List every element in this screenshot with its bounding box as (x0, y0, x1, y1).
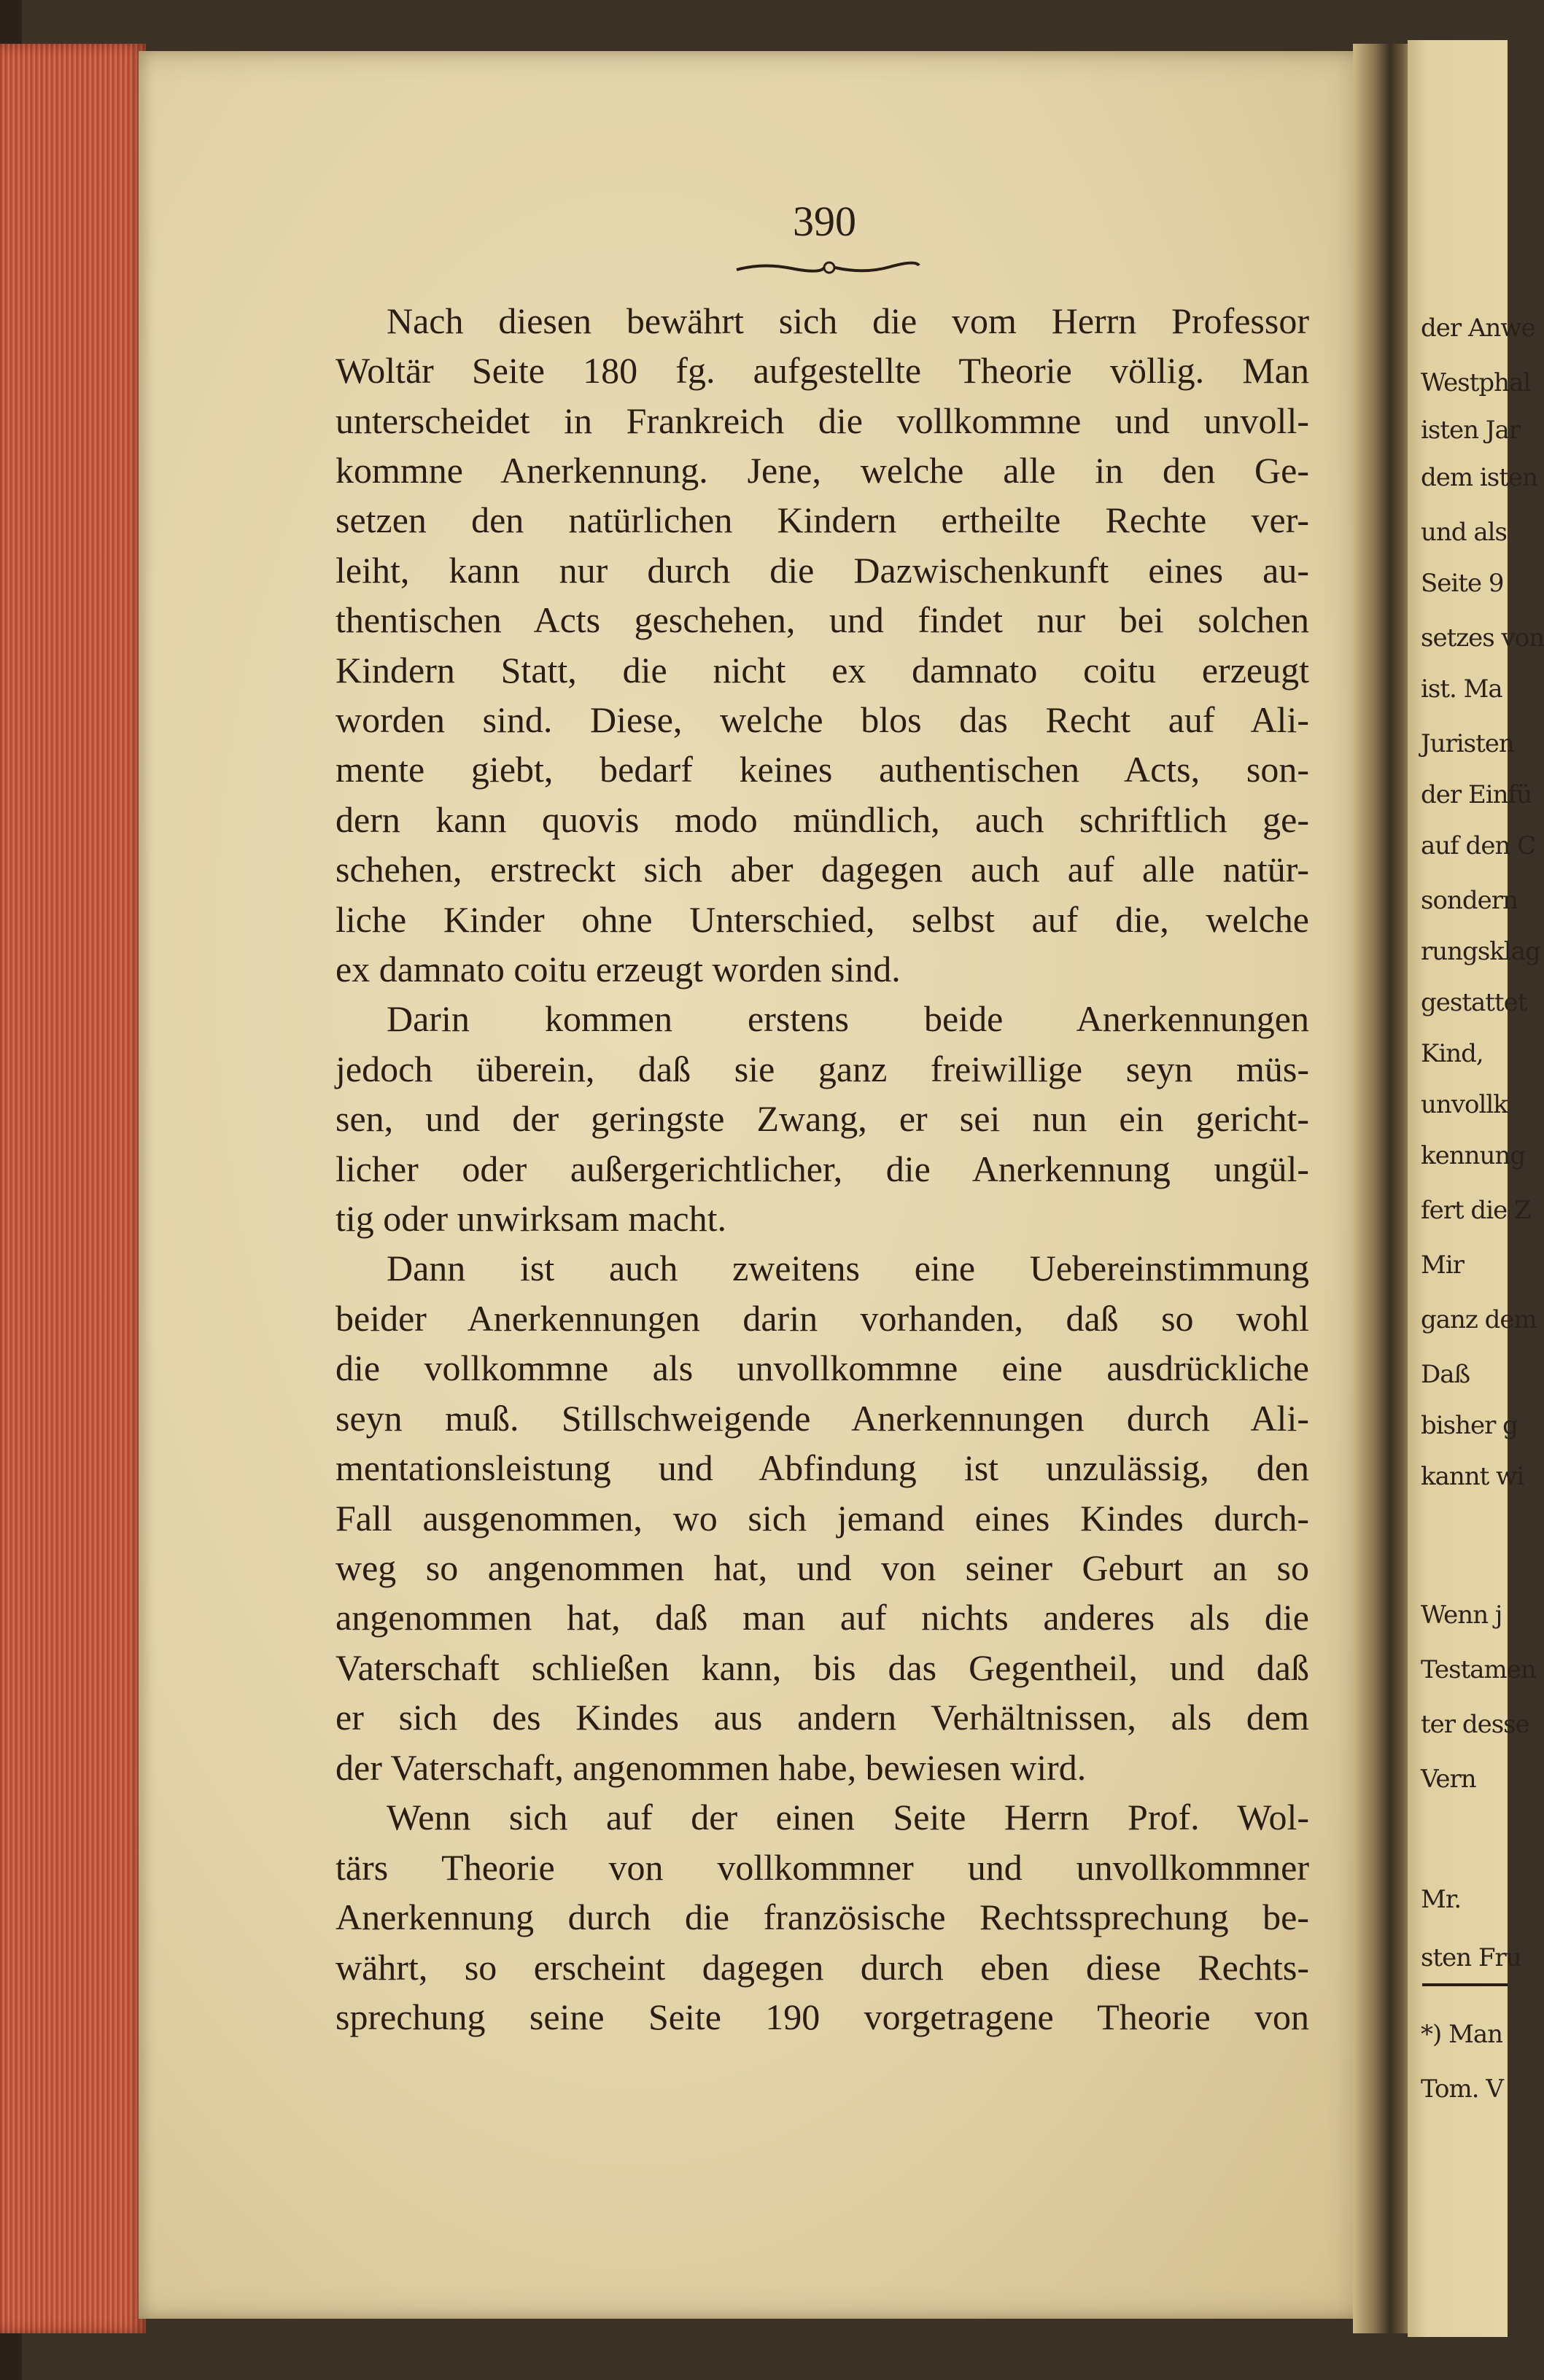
text-line: währt, so erscheint dagegen durch eben diese Rechts- (335, 1947, 1309, 1988)
right-page-line: Testamen (1421, 1655, 1536, 1684)
right-page-line: Seite 9 (1421, 569, 1504, 598)
right-page-line: ist. Ma (1421, 674, 1502, 704)
right-page-line: Vern (1421, 1765, 1476, 1794)
text-line: kommne Anerkennung. Jene, welche alle in den Ge- (335, 450, 1309, 491)
text-line: Wenn sich auf der einen Seite Herrn Prof. Wol- (387, 1797, 1309, 1838)
right-page-line: ganz dem (1421, 1305, 1537, 1334)
book-gutter (1353, 44, 1415, 2333)
right-page-line: isten Jar (1421, 416, 1520, 445)
right-page-line: Westphal (1421, 368, 1531, 397)
text-line: Anerkennung durch die französische Rechtssprechung be- (335, 1897, 1309, 1937)
right-page-line: rungsklag (1421, 937, 1540, 966)
right-page-line: sondern (1421, 886, 1518, 915)
text-line: Woltär Seite 180 fg. aufgestellte Theorie völlig. Man (335, 350, 1309, 391)
text-line: ex damnato coitu erzeugt worden sind. (335, 949, 901, 989)
text-line: setzen den natürlichen Kindern ertheilte Rechte ver- (335, 499, 1309, 540)
text-line: tig oder unwirksam macht. (335, 1198, 726, 1239)
text-line: Dann ist auch zweitens eine Uebereinstimmung (387, 1248, 1309, 1288)
text-line: licher oder außergerichtlicher, die Anerkennung ungül- (335, 1148, 1309, 1189)
right-page-line: *) Man (1421, 2020, 1503, 2049)
right-page-line: auf den C (1421, 831, 1536, 860)
right-page-line: sten Fru (1421, 1943, 1521, 1972)
text-line: seyn muß. Stillschweigende Anerkennungen durch Ali- (335, 1398, 1309, 1439)
text-line: Fall ausgenommen, wo sich jemand eines Kindes durch- (335, 1498, 1309, 1539)
right-page-line: Mir (1421, 1251, 1464, 1280)
text-line: tärs Theorie von vollkommner und unvollkommner (335, 1847, 1309, 1888)
text-line: sen, und der geringste Zwang, er sei nun ein gericht- (335, 1098, 1309, 1139)
text-line: dern kann quovis modo mündlich, auch schriftlich ge- (335, 799, 1309, 840)
right-page-line: und als (1421, 518, 1507, 547)
right-page-line: setzes von (1421, 623, 1544, 653)
text-line: leiht, kann nur durch die Dazwischenkunft eines au- (335, 550, 1309, 591)
right-page-line: der Einfü (1421, 780, 1532, 809)
right-page-line: unvollk (1421, 1090, 1508, 1119)
text-line: weg so angenommen hat, und von seiner Geburt an so (335, 1547, 1309, 1588)
right-page-line: gestattet (1421, 988, 1527, 1017)
text-line: die vollkommne als unvollkommne eine ausdrückliche (335, 1348, 1309, 1388)
ornament-divider-icon (733, 257, 923, 279)
text-line: Darin kommen erstens beide Anerkennungen (387, 998, 1309, 1039)
right-page-line: der Anwe (1421, 314, 1535, 343)
text-line: der Vaterschaft, angenommen habe, bewiesen wird. (335, 1747, 1087, 1788)
text-line: angenommen hat, daß man auf nichts anderes als die (335, 1597, 1309, 1638)
right-page-fragment (1408, 40, 1544, 2337)
right-page-line: Kind, (1421, 1039, 1483, 1068)
text-line: er sich des Kindes aus andern Verhältnissen, als dem (335, 1697, 1309, 1738)
book-page-edges (0, 44, 146, 2333)
text-line: Kindern Statt, die nicht ex damnato coitu erzeugt (335, 650, 1309, 691)
page-number: 390 (793, 198, 856, 245)
right-page-line: kannt wi (1421, 1462, 1524, 1491)
right-page-line: dem isten (1421, 463, 1537, 492)
right-page-line: Wenn j (1421, 1601, 1502, 1630)
right-page-line: Daß (1421, 1360, 1470, 1389)
right-page-line: kennung (1421, 1141, 1526, 1170)
footnote-rule (1422, 1983, 1508, 1986)
text-line: worden sind. Diese, welche blos das Recht auf Ali- (335, 699, 1309, 740)
text-line: sprechung seine Seite 190 vorgetragene Theorie von (335, 1996, 1309, 2037)
right-page-line: bisher g (1421, 1411, 1518, 1440)
text-line: Nach diesen bewährt sich die vom Herrn Professor (387, 300, 1309, 341)
right-page-line: fert die Z (1421, 1196, 1531, 1225)
right-page-line: Tom. V (1421, 2074, 1503, 2104)
text-line: unterscheidet in Frankreich die vollkommne und unvoll- (335, 400, 1309, 441)
text-line: thentischen Acts geschehen, und findet nur bei solchen (335, 599, 1309, 640)
right-page-line: Juristen (1421, 729, 1514, 758)
text-line: jedoch überein, daß sie ganz freiwillige seyn müs- (335, 1049, 1309, 1089)
text-line: schehen, erstreckt sich aber dagegen auch auf alle natür- (335, 849, 1309, 890)
text-line: mentationsleistung und Abfindung ist unzulässig, den (335, 1447, 1309, 1488)
right-page-line: ter desse (1421, 1710, 1529, 1739)
text-line: Vaterschaft schließen kann, bis das Gegentheil, und daß (335, 1647, 1309, 1688)
text-line: mente giebt, bedarf keines authentischen Acts, son- (335, 749, 1309, 790)
text-line: liche Kinder ohne Unterschied, selbst auf die, welche (335, 899, 1309, 940)
text-line: beider Anerkennungen darin vorhanden, daß so wohl (335, 1298, 1309, 1339)
right-page-line: Mr. (1421, 1885, 1462, 1914)
